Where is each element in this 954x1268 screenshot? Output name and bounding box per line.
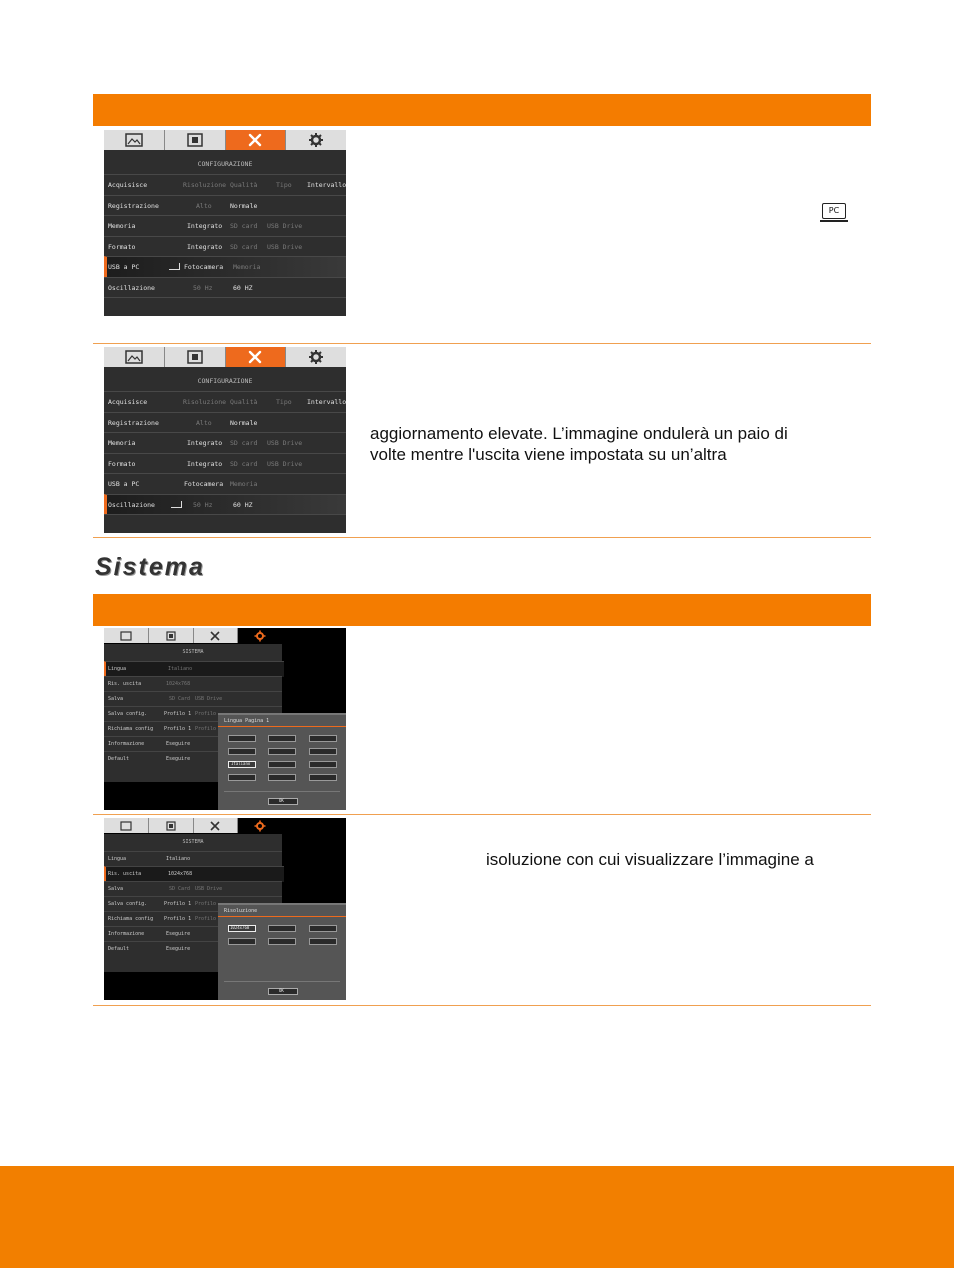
resolution-option[interactable] bbox=[268, 925, 296, 932]
enter-icon bbox=[169, 263, 180, 270]
divider bbox=[93, 1005, 871, 1006]
language-option[interactable] bbox=[228, 748, 256, 755]
row-salva-config[interactable]: Salva config. Profilo 1 Profilo bbox=[104, 896, 282, 912]
divider bbox=[93, 537, 871, 538]
divider bbox=[93, 343, 871, 344]
screen-title: CONFIGURAZIONE bbox=[197, 377, 253, 385]
config-screen-usb bbox=[104, 130, 346, 316]
row-registrazione[interactable]: Registrazione Alto Normale bbox=[104, 195, 346, 216]
osd-tabs bbox=[104, 347, 346, 367]
gear-icon[interactable] bbox=[286, 347, 346, 367]
video-tab-icon[interactable] bbox=[149, 628, 194, 643]
row-lingua[interactable]: Lingua Italiano bbox=[104, 851, 282, 867]
row-ris-uscita[interactable]: Ris. uscita 1024x768 bbox=[104, 866, 284, 882]
row4-description: isoluzione con cui visualizzare l’immagine a bbox=[486, 850, 814, 869]
video-tab-icon[interactable] bbox=[165, 347, 226, 367]
row-usb-a-pc[interactable]: USB a PC Fotocamera Memoria bbox=[104, 256, 346, 277]
row-lingua[interactable]: Lingua Italiano bbox=[104, 661, 284, 677]
resolution-selected-label: 1024x768 bbox=[230, 925, 250, 930]
resolution-option[interactable] bbox=[309, 925, 337, 932]
gear-icon[interactable] bbox=[238, 818, 282, 833]
pc-icon: PC bbox=[822, 203, 846, 219]
image-tab-icon[interactable] bbox=[104, 347, 165, 367]
row-salva-config[interactable]: Salva config. Profilo 1 Profilo bbox=[104, 706, 282, 722]
config-screen-oscillazione bbox=[104, 347, 346, 533]
row-memoria[interactable]: Memoria Integrato SD card USB Drive bbox=[104, 432, 346, 453]
system-panel: SISTEMA bbox=[104, 834, 282, 972]
row-salva[interactable]: Salva SD Card USB Drive bbox=[104, 691, 282, 707]
enter-icon bbox=[171, 501, 182, 508]
row-richiama-config[interactable]: Richiama config Profilo 1 Profilo bbox=[104, 721, 282, 737]
system-screen-language bbox=[104, 628, 346, 810]
resolution-option[interactable] bbox=[309, 938, 337, 945]
ok-label: OK bbox=[279, 798, 284, 803]
language-dialog: Lingua Pagina 1 Italiano OK bbox=[218, 713, 346, 810]
row-memoria[interactable]: Memoria Integrato SD card USB Drive bbox=[104, 215, 346, 236]
osd-tabs bbox=[104, 818, 282, 833]
row-oscillazione[interactable]: Oscillazione 50 Hz 60 HZ bbox=[104, 277, 346, 298]
screen-title: CONFIGURAZIONE bbox=[197, 160, 253, 168]
tools-tab-icon[interactable] bbox=[226, 347, 287, 367]
row-acquisisce[interactable]: Acquisisce Risoluzione Qualità Tipo Intervallo bbox=[104, 391, 346, 412]
image-tab-icon[interactable] bbox=[104, 628, 149, 643]
section-title: Sistema bbox=[95, 553, 205, 581]
table-header-bar bbox=[93, 94, 871, 126]
row2-description: aggiornamento elevate. L’immagine ondulerà un paio di volte mentre l'uscita viene impostata su un’altra bbox=[370, 424, 788, 464]
row-usb-a-pc[interactable]: USB a PC Fotocamera Memoria bbox=[104, 473, 346, 494]
language-option[interactable] bbox=[268, 748, 296, 755]
row-acquisisce[interactable]: Acquisisce Risoluzione Qualità Tipo Intervallo bbox=[104, 174, 346, 195]
language-option[interactable] bbox=[309, 774, 337, 781]
gear-icon[interactable] bbox=[286, 130, 346, 150]
tools-tab-icon[interactable] bbox=[194, 628, 239, 643]
language-option[interactable] bbox=[268, 761, 296, 768]
row-default[interactable]: Default Eseguire bbox=[104, 941, 282, 957]
language-option[interactable] bbox=[309, 761, 337, 768]
row-informazione[interactable]: Informazione Eseguire bbox=[104, 736, 282, 752]
resolution-dialog: Risoluzione 1024x768 OK bbox=[218, 903, 346, 1000]
language-option[interactable] bbox=[228, 735, 256, 742]
row-informazione[interactable]: Informazione Eseguire bbox=[104, 926, 282, 942]
row-formato[interactable]: Formato Integrato SD card USB Drive bbox=[104, 453, 346, 474]
resolution-option[interactable] bbox=[228, 938, 256, 945]
tools-tab-icon[interactable] bbox=[226, 130, 287, 150]
resolution-option[interactable] bbox=[268, 938, 296, 945]
language-option[interactable] bbox=[268, 735, 296, 742]
osd-tabs bbox=[104, 628, 282, 643]
system-panel: SISTEMA bbox=[104, 644, 282, 782]
row-registrazione[interactable]: Registrazione Alto Normale bbox=[104, 412, 346, 433]
language-selected-label: Italiano bbox=[231, 761, 251, 766]
image-tab-icon[interactable] bbox=[104, 818, 149, 833]
row-oscillazione[interactable]: Oscillazione 50 Hz 60 HZ bbox=[104, 494, 346, 515]
system-screen-resolution bbox=[104, 818, 346, 1000]
row-ris-uscita[interactable]: Ris. uscita 1024x768 bbox=[104, 676, 282, 692]
row-empty bbox=[104, 514, 346, 533]
divider bbox=[93, 814, 871, 815]
row-empty bbox=[104, 297, 346, 316]
row-default[interactable]: Default Eseguire bbox=[104, 751, 282, 767]
video-tab-icon[interactable] bbox=[149, 818, 194, 833]
row-salva[interactable]: Salva SD Card USB Drive bbox=[104, 881, 282, 897]
osd-tabs bbox=[104, 130, 346, 150]
row-richiama-config[interactable]: Richiama config Profilo 1 Profilo bbox=[104, 911, 282, 927]
gear-icon[interactable] bbox=[238, 628, 282, 643]
language-option[interactable] bbox=[268, 774, 296, 781]
image-tab-icon[interactable] bbox=[104, 130, 165, 150]
tools-tab-icon[interactable] bbox=[194, 818, 239, 833]
ok-label: OK bbox=[279, 988, 284, 993]
table-header-bar bbox=[93, 594, 871, 626]
language-option[interactable] bbox=[309, 748, 337, 755]
video-tab-icon[interactable] bbox=[165, 130, 226, 150]
language-option[interactable] bbox=[228, 774, 256, 781]
footer-bar bbox=[0, 1166, 954, 1268]
language-option[interactable] bbox=[309, 735, 337, 742]
row-formato[interactable]: Formato Integrato SD card USB Drive bbox=[104, 236, 346, 257]
